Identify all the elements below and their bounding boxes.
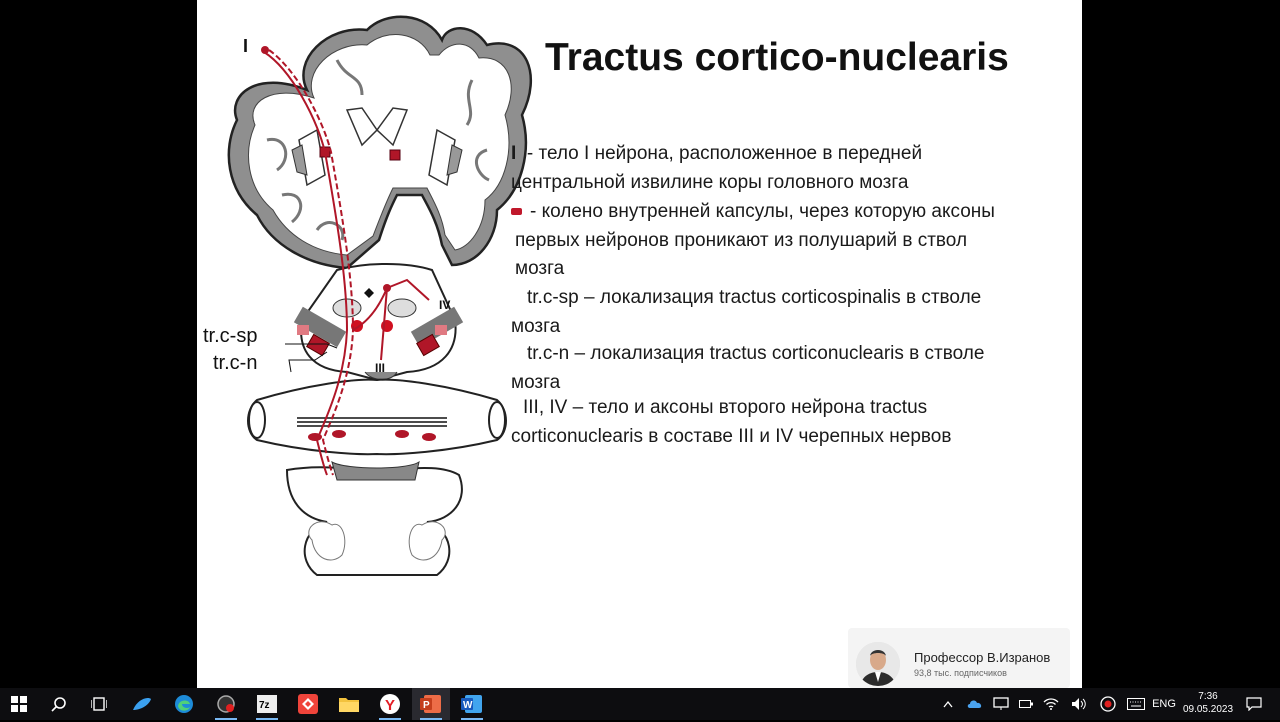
blue-app-icon: [131, 696, 153, 712]
recorder-icon: [216, 694, 236, 714]
label-nerve-iii: III: [375, 361, 386, 375]
neuron-body-marker: [261, 46, 269, 54]
taskbar: [0, 688, 1280, 720]
svg-text:W: W: [463, 700, 473, 711]
tray-keyboard[interactable]: [1124, 688, 1148, 720]
keyboard-icon: [1127, 698, 1145, 710]
text-line-9: мозга: [511, 372, 561, 393]
text-line-8-body: – локализация tractus corticonuclearis в стволе: [574, 343, 985, 364]
cerebral-hemispheres: [229, 17, 531, 268]
text-line-6: [527, 287, 981, 309]
record-status-icon: [1100, 696, 1116, 712]
tray-onedrive[interactable]: [964, 688, 986, 720]
speaker-icon: [1071, 697, 1087, 711]
avatar: [856, 642, 900, 686]
term-tr-c-n: tr.c-n: [527, 343, 570, 364]
pons: [248, 380, 506, 455]
taskbar-anydesk[interactable]: [289, 688, 327, 720]
channel-subscribers: 93,8 тыс. подписчиков: [914, 668, 1007, 678]
text-line-3: [511, 201, 995, 223]
svg-text:Y: Y: [385, 697, 396, 714]
language-indicator[interactable]: ENG: [1152, 698, 1176, 710]
taskbar-7zip[interactable]: [248, 688, 286, 720]
yandex-browser-icon: [379, 693, 401, 715]
clock-date: 09.05.2023: [1182, 704, 1234, 715]
taskbar-yandex[interactable]: [371, 688, 409, 720]
channel-badge[interactable]: [848, 628, 1070, 688]
edge-icon: [174, 694, 194, 714]
medulla-oblongata: [287, 462, 462, 575]
7zip-icon: [257, 695, 277, 713]
text-line-3-body: - колено внутренней капсулы, через которую аксоны: [530, 201, 995, 222]
tray-battery[interactable]: [1016, 688, 1036, 720]
monitor-icon: [993, 697, 1009, 711]
anydesk-icon: [298, 694, 318, 714]
term-tr-c-sp: tr.c-sp: [527, 287, 579, 308]
wifi-icon: [1043, 698, 1059, 710]
text-line-10: [523, 397, 927, 419]
svg-text:7z: 7z: [259, 700, 270, 711]
powerpoint-icon: [420, 694, 442, 714]
taskbar-file-explorer[interactable]: [330, 688, 368, 720]
internal-capsule-marker-icon: [511, 208, 522, 215]
term-iii-iv: III, IV: [523, 397, 568, 418]
taskbar-word[interactable]: [453, 688, 491, 720]
label-nerve-iv: IV: [439, 298, 451, 312]
search-icon: [51, 696, 67, 712]
tray-volume[interactable]: [1068, 688, 1090, 720]
folder-icon: [338, 695, 360, 713]
clock[interactable]: [1180, 688, 1236, 722]
start-button[interactable]: [0, 688, 38, 720]
text-line-8: [527, 343, 984, 365]
word-icon: [461, 694, 483, 714]
text-line-6-body: – локализация tractus corticospinalis в стволе: [584, 287, 982, 308]
text-line-1-body: - тело I нейрона, расположенное в передней: [526, 143, 923, 164]
notification-icon: [1246, 697, 1262, 711]
taskbar-recorder[interactable]: [207, 688, 245, 720]
task-view-button[interactable]: [80, 688, 118, 720]
label-neuron-one: I: [243, 36, 249, 56]
slide-title: Tractus cortico-nuclearis: [545, 36, 1009, 79]
task-view-icon: [91, 696, 107, 712]
text-line-10-body: – тело и аксоны второго нейрона tractus: [572, 397, 928, 418]
clock-time: 7:36: [1198, 691, 1218, 702]
channel-name: Профессор В.Изранов: [914, 650, 1051, 665]
text-line-7: мозга: [511, 316, 561, 337]
taskbar-edge[interactable]: [165, 688, 203, 720]
text-line-4: первых нейронов проникают из полушарий в ствол: [515, 230, 968, 251]
text-line-2: центральной извилине коры головного мозга: [511, 172, 909, 193]
svg-text:P: P: [423, 700, 430, 711]
notifications-button[interactable]: [1242, 688, 1266, 720]
text-line-11: corticonuclearis в составе III и IV черепных нервов: [511, 426, 952, 447]
windows-logo-icon: [11, 696, 27, 712]
chevron-up-icon: [943, 700, 953, 708]
tray-wifi[interactable]: [1040, 688, 1062, 720]
neuron-marker: I: [511, 143, 517, 164]
cloud-icon: [967, 699, 983, 709]
label-tr-c-n: tr.c-n: [213, 352, 258, 374]
battery-icon: [1019, 700, 1033, 708]
taskbar-powerpoint[interactable]: [412, 688, 450, 720]
label-tr-c-sp: tr.c-sp: [203, 325, 258, 347]
text-line-5: мозга: [515, 258, 565, 279]
taskbar-app-blue[interactable]: [123, 688, 161, 720]
search-button[interactable]: [40, 688, 78, 720]
tray-display[interactable]: [990, 688, 1012, 720]
text-line-1: [511, 143, 922, 165]
presentation-slide: [197, 0, 1082, 688]
tray-overflow-button[interactable]: [938, 688, 958, 720]
tray-recorder[interactable]: [1096, 688, 1120, 720]
